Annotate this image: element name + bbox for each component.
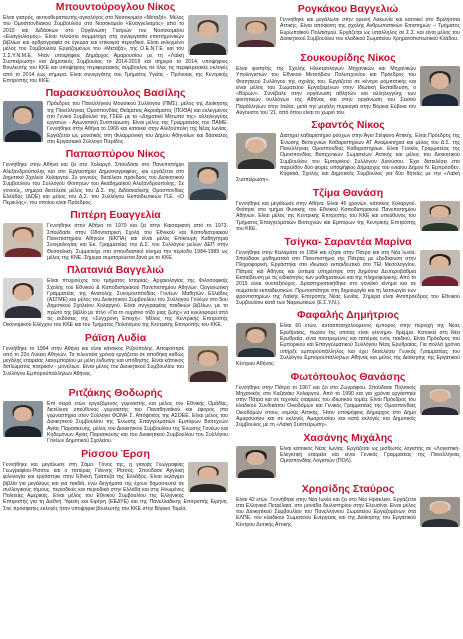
candidate-card <box>236 3 460 49</box>
candidate-card <box>236 371 460 429</box>
candidate-photo <box>188 162 228 200</box>
candidate-card <box>3 448 228 512</box>
candidate-name: Ράϊση Λυδία <box>84 331 147 344</box>
photo-torso <box>238 469 274 477</box>
candidate-card <box>236 483 460 529</box>
candidate-card <box>236 187 460 233</box>
candidate-name: Ρίσσου Έρση <box>81 447 150 460</box>
candidate-card <box>3 1 228 84</box>
candidate-card <box>3 87 228 145</box>
candidate-photo <box>188 346 228 382</box>
candidate-bio: Γεννήθηκε το 1994 στην Αθήνα και είναι κάτοικος Ριζούπολης. Αποφοίτησε από το 22ο Λύκειο Αθηνών. Τα τελευταία χρόνια εργάζεται σε αποθήκη καθώς μεγάλης εταιρείας λιανεμπορίου με μέλη ένδυσης και υπόδησης. Είναι κάτοικος διπλώματος πατρικόν - μονέλιων. Είναι μέλος του Διοικητικού Συμβουλίου του Συλλόγου Εμποροϋπαλλήλων Αθήνας. <box>3 345 184 377</box>
photo-face <box>199 467 217 479</box>
candidate-card <box>236 432 460 480</box>
photo-face <box>247 329 265 343</box>
photo-torso <box>5 130 41 142</box>
left-column <box>3 0 228 515</box>
candidate-bio: Είναι γιατρός, ακτινοθεραπευτής-ογκολόγος στο Νοσοκομείο «Μεταξά». Μέλος του Ομοσπονδιακού Συμβουλίου στο Νοσοκομείο «Ευαγγελισμός» από το 2010 και Διδάσκων στο Οργάνωση Γιατρών του Νοσοκομείου «Ευαγγελισμός». Είναι πλούσιο συμμετοχή στη συνεργασία επιστημονικών βιβλίων και αρθρογραφία σε έγκυρα και επίκαιρα περιοδικά. Είναι εκλεγμένο μέλος του Συμβουλίου Εργαζομένων του «Μεταξά», της Ο.Ε.Ν.Γ.Ε. και του Σ.Σ.Υ.Ν.Μ.Ε. Ήταν υποψήφιος Δημάρχος Αμαρουσίου με τη «Λαϊκή Συσπείρωση» και Δημοτικός Σύμβουλος το 2014-2019 και σήμερα το 2014, υποψήφιος Βουλευτής του ΚΚΕ και υποψήφιος περιφερειακός σύμβουλος σε όλες τις περιφερειακές εκλογές από το 2014 έως σήμερα. Είναι συνεργάτης του Τμήματος Υγείας - Πρόνοιας της Κεντρικής Επιτροπής του ΚΚΕ. <box>3 15 228 84</box>
candidate-name: Πιπέρη Ευαγγελία <box>70 209 161 222</box>
candidate-name: Ρογκάκου Βαγγελιώ <box>297 3 399 15</box>
candidate-photo <box>3 401 43 437</box>
photo-face <box>431 256 449 270</box>
photo-face <box>14 229 32 243</box>
candidate-bio: Πρόεδρος του Πανελλήνιου Μουσικού Συλλόγου (ΠΜΣ), μέλος της Διοίκησης της Πανελλήνιας Ομοσπονδίας Θεάματος Ακροάματος (ΠΟΘΑ) και εκλεγμένος στο Γενικό Συμβούλιο της ΓΣΕΕ με το «Δημοτικό Μέτωπο της» αλληλεγγύης εργατών - Αγωνιστική Συσπείρωση. Είναι μέλος της Γραμματείας του ΠΑΜΕ. Γεννήθηκε στην Αθήνα το 1966 και κατοικεί στην Αλεξούπολη της Νέας Ιωνίας. Εργάζεται ως μουσικός στη Φιλαρμονική του Δήμου Αθηναίων και δάσκαλος στο Εργασιακό Σύλλογο Πιερίδος. <box>47 101 228 146</box>
photo-torso <box>238 348 274 357</box>
candidate-photo <box>188 462 228 492</box>
candidate-name: Μπουντούρογλου Νίκος <box>55 1 176 13</box>
candidate-bio: Είναι κάτοικος Νέας Ιωνίας. Εργάζεται ως μισθωτός λογιστής σε «Λογιστική-Ελεγκτική εταιρεία και είναι Γενικός Γραμματέας της Πανελλήνιας Ομοσπονδίας Λογιστών (ΠΟΛ). <box>280 445 460 465</box>
candidate-bio: Είναι φοιτητής της Σχολής Ηλεκτρολόγων Μηχανικών και Μηχανικών Υπολογιστών του Εθνικού Μετσόβιου Πολυτεχνείου και Πρόεδρος του Φοιτητικού Συλλόγου της σχολής του. Εργάζεται σε κέντρο ρομποτικής και είναι μέλος του Σωματείου Εργαζομένων στην Ιδιωτική Εκπαίδευση, ο «Βύρων». Συνέβαλε στην οργάνωση αθλητών και αλληλεγγύης των φοιτητικών συλλόγων της Αθήνας και στην οργάνωση του Σεισού Παράλληλων στην Ιταλία, μετά την μεγάλη πυρκαγιά στην Βόρεια Εύβοια τον Αύγουστο του '21, από όπου είναι το χωριό του. <box>236 66 416 117</box>
photo-torso <box>238 159 274 169</box>
candidate-card <box>236 52 460 116</box>
photo-face <box>199 169 217 184</box>
candidate-photo <box>236 17 276 47</box>
right-column <box>236 2 460 532</box>
photo-torso <box>422 407 458 415</box>
photo-torso <box>422 94 458 106</box>
photo-torso <box>238 40 274 48</box>
candidate-card <box>3 387 228 445</box>
candidate-bio: Γεννήθηκε και μεγάλωσε στην ορεινή Λακωνία και κατοικεί στο Βριλήσσια Αττικής. Είναι απόφοιτη της σχολής Ανθρωπιστικών Επιστημών – Τμήματος Ευρωπαϊκού Πολιτισμού. Εργάζεται ως υπάλληλος σε Σ.Σ. και είναι μέλος του Διοικητικού Συμβουλίου του κλαδικού Σωματείου Χρηματοπιστωτικού Κλάδου. <box>280 17 460 42</box>
candidate-name: Παρασκευόπουλος Βασίλης <box>45 87 186 100</box>
photo-face <box>14 407 32 421</box>
candidate-card <box>236 119 460 183</box>
candidate-photo <box>420 497 460 527</box>
candidate-name: Χασάνης Μιχάλης <box>303 431 393 444</box>
candidate-bio: Γεννήθηκε στην Καλαμάτα το 1954 και έζησε στην Πάτρα και στη Νέα Ιωνία. Σπούδασε μαθηματικά στο Πανεπιστήμιο της Πάτρας με εξειδίκευση στην Πληροφορική. Εργάστηκε στο ιδιωτικό εκπαιδευτικό στο ΤΕΙ Μεσολογγίου, Πάτρας και Αθήνας και ύστερα υπηρέτησε στη Δημόσια Δευτεροβάθμια Εκπαίδευση με τις ειδικότητες των μαθηματικών και της πληροφορικής. Από το 2015 είναι συνταξιούχος. Δραστηριοποιήθηκε στο γονεϊκό κίνημα και σε σωματεία εκπαιδευτικών. Πρωτοστάτησε στη δημιουργία και τη λειτουργία των φροντιστηρίων της Λαϊκής Επιτροπής Νέας Ιωνίας. Σήμερα είναι Αντιπρόεδρος του Εθνικού Συμβουλίου κατά των Ναρκωτικών (Ε.Σ.Υ.Ν.). <box>236 249 460 307</box>
candidate-card <box>3 209 228 261</box>
candidate-photo <box>236 323 276 357</box>
candidate-card <box>3 332 228 384</box>
candidate-name: Τσίγκα- Σαραντέα Μαρίνα <box>284 235 412 248</box>
photo-torso <box>190 371 226 381</box>
candidate-photo <box>3 278 43 318</box>
candidate-bio: Είναι πτυχιούχος του τμήματος Ιστορίας- Αρχαιολογίας της Φιλοσοφικής Σχολής του Εθνικού & Καποδιστριακού Πανεπιστημίου Αθηνών. Οργανωτική Γραμματέας της Ανατολής Συνομοσπονδίας Γονέων Μαθητών Ελλάδος (ΑΣΓΜΕ) και μέλος του Διοικητικού Συμβουλίου του Συλλόγου Γονέων στο 5ου Δημοτικού Σχολείου Χολαργού. Είναι συγγραφέας παιδικών βιβλίων, με το πρώτο της βιβλίο με τίτλο «Για το ουράνιο τόξο μιας ζωής» να κυκλοφορεί από τις εκδόσεις της «Σύγχρονη Εποχή». Μέλος της Κεντρικής Επιτροπής Οικονομικού Ελέγχου του ΚΚΕ και του Τμήματος Πολιτισμού της Κεντρικής Επιτροπής του ΚΚΕ. <box>3 278 228 329</box>
candidate-photo <box>420 66 460 106</box>
candidate-bio: Γεννήθηκε στην Πάτρα το 1967 και ζει στο Ζωγράφου. Σπούδασε Πολιτικός Μηχανικός στο Καζανάκι Χολαργού. Από το 1990 και για χρόνια εργάστηκε στην Πάτρα και σε τεχνικές εταιρείες του ιδιωτικού τομέα. Είναι Πρόεδρος του κλαδικού Συνδικάτου Οικοδόμων και Γενικός Γραμματέας της Ομοσπονδίας Οικοδόμων στους νομούς Αττικής. Ήταν υποψήφιος Δήμαρχος στο Δήμο Αμαρουσίου και σε εκλογές Αμαρουσίου και κατά εκλογές και Δημοτικός Σύμβουλος με τη «Λαϊκή Συσπείρωση». <box>236 384 416 429</box>
photo-torso <box>190 484 226 492</box>
candidate-bio: Γεννήθηκε και μεγάλωσε στην Αθήνα. Είναι 46 χρονών, κάτοικος Χολαργού. Φοίτησε στο τμήμα Φυσικής του Εθνικού Καποδιστριακού Πανεπιστημίου Αθηνών. Είναι μέλος της Κεντρικής Επιτροπής του ΚΚΕ και υπεύθυνος του Τμήματος Επαγγελματιών Βιοτεχνών και Εμπόρων της Κεντρικής Επιτροπής του ΚΚΕ. <box>236 200 416 232</box>
photo-torso <box>422 276 458 286</box>
photo-face <box>247 139 265 153</box>
candidate-card <box>236 236 460 307</box>
candidate-name: Φαφαλής Δημήτριος <box>296 309 400 322</box>
photo-torso <box>190 43 226 55</box>
candidate-name: Σφαντός Νίκος <box>311 119 385 132</box>
candidate-card <box>236 309 460 367</box>
photo-face <box>431 390 449 402</box>
candidate-photo <box>236 133 276 169</box>
candidate-photo <box>420 385 460 415</box>
photo-face <box>431 73 449 89</box>
candidate-name: Ριτζάκης Θοδωρής <box>68 386 163 399</box>
photo-torso <box>5 426 41 436</box>
photo-face <box>247 22 265 34</box>
photo-face <box>431 206 449 218</box>
candidate-card <box>3 148 228 206</box>
photo-face <box>14 285 32 301</box>
photo-face <box>14 108 32 124</box>
candidate-photo <box>3 223 43 257</box>
candidate-bio: Γεννήθηκε και μεγάλωσε στη Σάμο. Γόνος της, η γιαγιάς Γεωγραφίας Γεωγραφίου-Ρίσσου και ο πατέρας Γιάννης Ρίσσος. Σπούδασε Αγγλική φιλολογία και εργάστηκε στην Εθνική Τράπεζα της Ελλάδος. Είναι εκλόγιμο βιβλία για μεγάλους και για παιδιά, ενώ διηγήματα της έχουν δημοσιευτεί σε συλλογικούς τόμους, περιοδικές και περιοδικά στην Ελλάδα και στις Ηνωμένες Πολιτείες Αμερικής. Είναι μέλος του Εθνικού Συμβουλίου της Ελληνικής Επιτροπής για τη Διεθνή Ύφεση και Ειρήνη (ΕΕΔΥΕ) και της Πανελλαδικής Επιτροπής Ειρήνη. Στις πρόσφατες εκλογές ήταν υποψήφια βουλευτής του ΚΚΕ στην Βόρειο Τομέα. <box>3 461 228 512</box>
candidate-card <box>3 264 228 328</box>
photo-torso <box>422 519 458 527</box>
photo-torso <box>5 306 41 318</box>
photo-face <box>199 352 217 366</box>
candidate-name: Σουκουρίδης Νίκος <box>300 52 396 64</box>
photo-face <box>199 22 217 38</box>
photo-face <box>247 452 265 465</box>
candidate-bio: Γεννήθηκε στην Αθήνα και ζει στο Χολαργό. Σπούδασε στο Πανεπιστήμιο Αλεξανδρούπολης και στο Εργαστήριο Δημοσιογραφίας, και εργάζεται στο Δημοτικό Σχολείο Χολαργού. Σε γονιούς, διετέλεσε πρόεδρος του Διοικητικού Συμβουλίου του Συλλόγου Φοιτητών του Ακαδημαϊκού Αλεξανδρούπολης. Σε γονιούς, σήμερα διετέλεσε μέλος του Δ.Σ. της Διδασκαλικής Ομοσπονδίας Ελλάδος (ΔΟΕ) και μέλος του Δ.Σ. του Συλλόγου Εκπαιδευτικών Π.Ε. «Ο Περικλής», του οποίου είναι Πρόεδρος. <box>3 162 184 207</box>
candidate-photo <box>3 101 43 142</box>
candidate-bio: Είναι 60 ετών, αυτοαπασχολούμενος έμπορος στην περιοχή της Νέας Ερυθραίας, περίου της οποίας είναι γέννημα- θρέμμα. Κατοικεί στη Νέα Ερυθραία, είναι παντρεμένος και πατέρας ενός παιδιού. Είναι Πρόεδρος του Εμπορικού και Επαγγελματικού Συλλόγου Νέας Ερυθραίας. Για πολλά χρόνια υπήρξε εμποροϋπάλληλος και έχει διατελέσει Γενικός Γραμματέας του Συλλόγου Εμποροϋπαλλήλων Αθήνας και μέλος της Διοίκησης της Εργατικού Κέντρου Αθήνας. <box>236 323 460 368</box>
candidate-name: Χρησίδης Σταύρος <box>301 482 395 495</box>
photo-torso <box>422 223 458 231</box>
candidate-photo <box>420 250 460 286</box>
candidate-bio: Γεννήθηκε στην Αθήνα το 1970 και ζει στην Καισαριανή από το 1973. Σπούδασε στην Οδοντιατρική Σχολή του Εθνικού και Καποδιστριακού Πανεπιστημίου Αθηνών (ΕΚΠΑ) και είναι μέλος Επίκουρη Καθηγήτρια Σεισμολογίας και Εκ. Γραμματέας του Δ.Σ. του Συλλόγου μελών ΔΕΠ στην Θεσσαλική. Συμμετείχε στο σπουδαστικό κίνημα την περίοδο 1984-1989 ως μέλος της ΚΝΕ. Σήμερα συμπορεύεται ξανά με το ΚΚΕ. <box>47 223 228 261</box>
candidate-name: Πλατανιά Βαγγελιώ <box>66 264 165 277</box>
photo-torso <box>190 189 226 200</box>
candidate-bio: Είναι 42 ετών. Γεννήθηκε στην Νέα Ιωνία και ζει στο Νέο Ηράκλειο. Εργάζεται στα Ελληνικά Πετρέλαια, στο μονάδα διυλιστηρίου στην Ελευσίνα. Είναι μέλος του Διοικητικού Συμβουλίου του Πανελλήνιου Σωματείου Εργαζομένων στα ΕΛΠΕ, του κλαδικού Σωματείου Ενέργειας και της Διοίκησης του Εργατικού Κέντρου Δυτικής Αττικής. <box>236 496 416 528</box>
candidate-name: Τζίμα Θανάση <box>312 186 384 199</box>
photo-face <box>431 502 449 514</box>
candidate-photo <box>188 15 228 55</box>
photo-torso <box>5 248 41 257</box>
candidate-name: Φωτόπουλος Θανάσης <box>290 370 406 383</box>
candidate-bio: Επί σειρά ετών εργαζόμενος γυμναστής και μέλος του Εθνικής Ομάδας, διετέλεσε υπεύθυνος γυμναστής του Παναθηναϊκού και έφορος στα γυμναστήρια στον Σύλλογο ΦΩΝΗ Σ. Απόφοιτος της ΑΣΟΕΕ. Είναι μέλος του Διοικητικού Συμβουλίου της Ένωσης Επαγγελματιών Εμπόρων Βιοτεχνών Αγίας Παρασκευής, μέλος του Διοικητικού Συμβουλίου της Ένωσης Γονέων και Κηδεμόνων Αγίας Παρασκευής και του Διοικητικού Συμβουλίου του Συλλόγου Γονέων Δημοτικού Σχολείου. <box>47 400 228 445</box>
candidate-name: Παπασπύρου Νίκος <box>65 148 166 161</box>
candidate-bio: Διατηρεί καθαριστήριο ρούχων στην Άγιο Στέφανο Αττικής. Είναι Πρόεδρος της Ένωσης Βιοτεχνιών Καθαριστηρίων ΑΤ Αναψυκτήρια και μέλος του Δ.Σ. της Πανελλήνιας Ομοσπονδίας Καθαριστηρίων. Είναι Γενικός Γραμματέας της Ομοσπονδίας Βιοτεχνικών Σωματείων Αττικής και μέλος του Διοικητικού Συμβουλίου του Εμπορικού Συλλόγου Διονύσου. Έχει διατελέσει στο παρελθόν δύο φορές υποψήφιος Δήμαρχος του ενιαίου Δήμου Ν. Εμπρόσθεν, Κηφισιά, Σχολής και Δημοτικός Σύμβουλος για δύο θητείες με την «Λαϊκή Συσπείρωση». <box>236 133 460 184</box>
candidate-photo <box>236 446 276 478</box>
candidate-photo <box>420 201 460 231</box>
